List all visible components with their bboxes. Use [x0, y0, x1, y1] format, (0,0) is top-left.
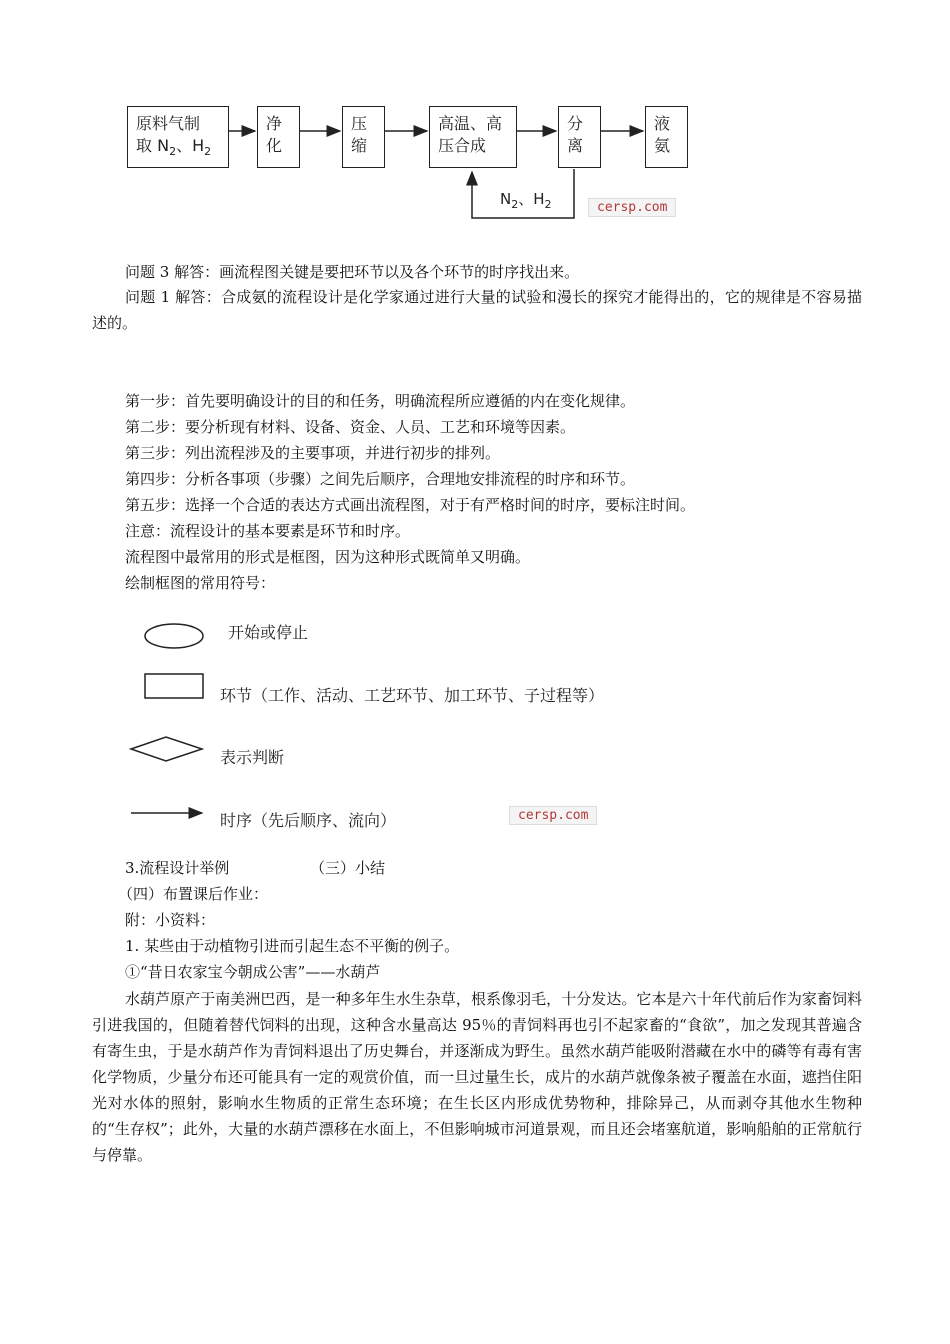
step-raw-gas	[127, 106, 229, 168]
rectangle-symbol	[145, 674, 203, 698]
section-summary: （三）小结	[310, 859, 386, 877]
step-liquid-ammonia-line1: 液	[654, 114, 671, 133]
step-purify-line2: 化	[266, 136, 283, 155]
section-item1: 1. 某些由于动植物引进而引起生态不平衡的例子。	[125, 937, 460, 955]
watermark-1: cersp.com	[588, 198, 676, 217]
step-line-4: 第四步：分析各事项（步骤）之间先后顺序，合理地安排流程的时序和环节。	[125, 470, 636, 488]
recycle-label: $N_2$、$H_2$	[500, 190, 552, 211]
section-item1-sub: ①“昔日农家宝今朝成公害”——水葫芦	[125, 963, 381, 981]
step-compress-line2: 缩	[351, 136, 368, 155]
watermark-2: cersp.com	[509, 806, 597, 825]
legend-process: 环节（工作、活动、工艺环节、加工环节、子过程等）	[220, 686, 605, 705]
water-hyacinth-paragraph: 水葫芦原产于南美洲巴西，是一种多年生水生杂草，根系像羽毛，十分发达。它本是六十年代前后作为家畜饲料引进我国的，但随着替代饲料的出现，这种含水量高达 95％的青饲料再也引不起家畜的“食欲”，加之发现其普遍含有寄生虫，于是水葫芦作为青饲料退出了历史舞台，并逐渐成为野生。虽然水葫芦能吸附潜藏在水中的磷等有毒有害化学物质，少量分布还可能具有一定的观赏价值，而一旦过量生长，成片的水葫芦就像条被子覆盖在水面，遮挡住阳光对水体的照射，影响水生物质的正常生态环境；在生长区内形成优势物种，排除异己，从而剥夺其他水生物种的“生存权”；此外，大量的水葫芦漂移在水面上，不但影响城市河道景观，而且还会堵塞航道，影响船舶的正常航行与停靠。	[92, 990, 862, 1164]
diamond-symbol	[131, 737, 202, 761]
legend-start-stop: 开始或停止	[228, 623, 309, 642]
step-compress	[342, 106, 385, 168]
legend-sequence: 时序（先后顺序、流向）	[220, 811, 397, 830]
step-line-3: 第三步：列出流程涉及的主要事项，并进行初步的排列。	[125, 444, 501, 462]
step-purify	[257, 106, 300, 168]
step-separate	[558, 106, 601, 168]
step-synthesis	[429, 106, 517, 168]
step-liquid-ammonia-line2: 氨	[654, 136, 671, 155]
section-appendix: 附：小资料：	[125, 911, 216, 929]
step-line-1: 第一步：首先要明确设计的目的和任务，明确流程所应遵循的内在变化规律。	[125, 392, 636, 410]
step-line-5: 第五步：选择一个合适的表达方式画出流程图，对于有严格时间的时序，要标注时间。	[125, 496, 696, 514]
step-raw-gas-line2: 取 $N_2$、$H_2$	[136, 136, 212, 159]
step-line-2: 第二步：要分析现有材料、设备、资金、人员、工艺和环境等因素。	[125, 418, 576, 436]
section-homework: （四）布置课后作业：	[118, 885, 269, 903]
section-example: 3.流程设计举例	[125, 859, 230, 877]
framechart-line: 流程图中最常用的形式是框图，因为这种形式既简单又明确。	[125, 548, 531, 566]
legend-shapes	[120, 610, 220, 830]
step-raw-gas-line1: 原料气制	[136, 114, 201, 133]
step-separate-line2: 离	[567, 136, 584, 155]
legend-decision: 表示判断	[220, 748, 285, 767]
answer-q1: 问题 1 解答：合成氨的流程设计是化学家通过进行大量的试验和漫长的探究才能得出的，它的规律是不容易描述的。	[92, 288, 862, 332]
step-synthesis-line2: 压合成	[438, 136, 487, 155]
answer-q3: 问题 3 解答：画流程图关键是要把环节以及各个环节的时序找出来。	[125, 263, 580, 281]
symbols-intro-line: 绘制框图的常用符号：	[125, 574, 276, 592]
step-compress-line1: 压	[351, 114, 368, 133]
oval-symbol	[145, 624, 203, 648]
step-separate-line1: 分	[567, 114, 584, 133]
step-synthesis-line1: 高温、高	[438, 114, 503, 133]
step-purify-line1: 净	[266, 114, 283, 133]
note-line: 注意：流程设计的基本要素是环节和时序。	[125, 522, 411, 540]
step-liquid-ammonia	[645, 106, 688, 168]
